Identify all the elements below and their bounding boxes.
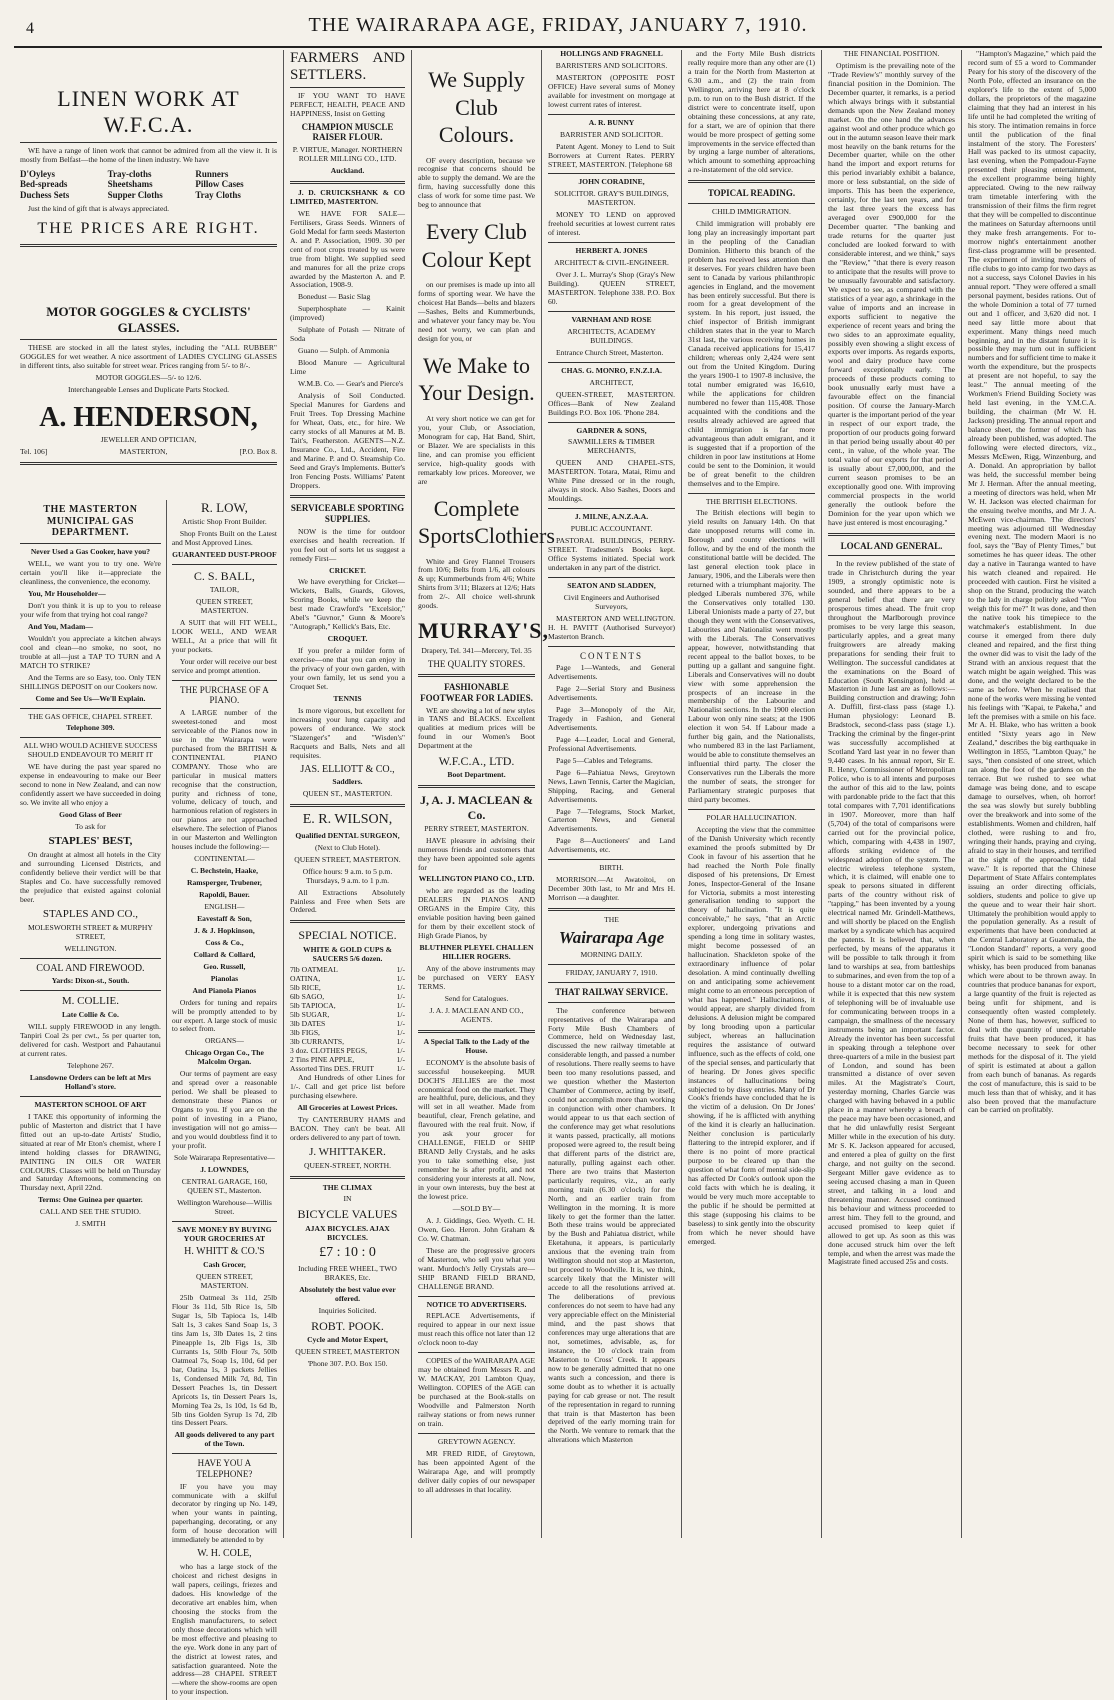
pro-card: GARDNER & SONS, SAWMILLERS & TIMBER MERCHANTS, QUEEN AND CHAPEL-STS, MASTERTON. Totara, Matai, Rimu and White Pine dressed or in the rough, always in stock. Also Sashes, Doors and Mouldings. xyxy=(548,427,675,510)
piano-organs: ORGANS— xyxy=(205,1036,244,1046)
staples-good: Good Glass of Beer xyxy=(59,810,122,820)
linen-footer: Just the kind of gift that is always appreciated. xyxy=(28,203,170,213)
maclean-body: HAVE pleasure in advising their numerous friends and customers that they have been appointed sole agents for xyxy=(418,835,535,872)
paper-the: THE xyxy=(604,915,619,925)
talk-sold: —SOLD BY— xyxy=(452,1203,501,1213)
piano-body3: Our terms of payment are easy and spread over a reasonable period. We shall be pleased to demonstrate these Pianos or Organs to you. If you are on the point of investing in a Piano, investigation will not go amiss—and you would doubtless find it to your profit. xyxy=(171,1069,277,1150)
murray-sub: Drapery, Tel. 341—Mercery, Tel. 35 xyxy=(421,645,532,655)
gas-q3: And You, Madam— xyxy=(28,621,93,631)
leader-title: THAT RAILWAY SERVICE. xyxy=(555,987,668,997)
tel-body: IF you have you may communicate with a skilful decorator by ringing up No. 149, when your wants in painting, paperhanging, decorating, or any form of house decoration will immediately be attended to by xyxy=(171,1481,277,1545)
list-item: Page 6—Pahiatua News, Greytown News, Lawn Tennis, Carter the Magician, Shipping, Racing, and General Advertisements. xyxy=(548,767,675,804)
list-item: 5lb TAPIOCA, 1/- xyxy=(290,1001,405,1011)
list-item: Page 7—Telegrams, Stock Market, Carterton News, and General Advertisements. xyxy=(548,806,675,834)
cruick-body: WE HAVE FOR SALE—Fertilisers, Grass Seeds. Winners of Gold Medal for farm seeds Masterton A. and P. Association, 1909. 30 per cent of root crops treated by us were true from blight. We supplied seed and manures for all the prize crops awarded by the Masterton A. and P. Association, 1908-9. xyxy=(290,208,405,290)
pro-card: J. MILNE, A.N.Z.A.A. PUBLIC ACCOUNTANT. PASTORAL BUILDINGS, PERRY-STREET. Tradesmen's Books kept. Office Systems initiated. Special work undertaken in any part of the district. xyxy=(548,513,675,578)
henderson-name: A. HENDERSON, xyxy=(39,401,258,433)
notice-title: SPECIAL NOTICE. xyxy=(298,928,397,943)
birth-body: MORRISON.—At Awatoitoi, on December 30th last, to Mr and Mrs H. Morrison —a daughter. xyxy=(548,875,675,903)
maclean-body2: who are regarded as the leading DEALERS IN PIANOS AND ORGANS in the Empire City, this enviable position having been gained for them by their excellent stock of High Grade Pianos, by xyxy=(418,886,535,941)
whitt-sub: Cash Grocer, xyxy=(203,1260,246,1270)
list-item: 6lb SAGO, 1/- xyxy=(290,992,405,1002)
henderson-tel: Tel. 106] xyxy=(20,446,48,456)
wilson-note: All Extractions Absolutely Painless and Free when Sets are Ordered. xyxy=(290,887,405,915)
ball-sub: TAILOR, xyxy=(209,585,239,595)
low-body: Shop Fronts Built on the Latest and Most Approved Lines. xyxy=(171,529,277,548)
pook-sub: Cycle and Motor Expert, xyxy=(307,1334,388,1344)
list-item: 5lb SUGAR, 1/- xyxy=(290,1010,405,1020)
elections-title: THE BRITISH ELECTIONS. xyxy=(705,496,798,506)
notice-body2: And Hundreds of other Lines for 1/-. Call and get price list before purchasing elsewhere. xyxy=(290,1072,405,1100)
climax-best: Absolutely the best value ever offered. xyxy=(299,1284,396,1303)
collie-tel: Telephone 267. xyxy=(67,1061,114,1070)
art-sig: J. SMITH xyxy=(75,1219,106,1229)
gas-q1: Never Used a Gas Cooker, have you? xyxy=(30,547,151,557)
contents-title: CONTENTS xyxy=(580,650,643,661)
gas-p3: Wouldn't you appreciate a kitchen always cool and clean—no smoke, no soot, no trouble at all—just a TAP TO TURN and A MATCH TO STRIKE? xyxy=(20,633,161,670)
whitt-delivery: All goods delivered to any part of the Town. xyxy=(174,1430,275,1449)
climax-values: BICYCLE VALUES xyxy=(297,1207,398,1222)
low-tag: Artistic Shop Front Builder. xyxy=(182,517,267,527)
climax-in: IN xyxy=(343,1194,352,1204)
column-4 xyxy=(412,50,555,1538)
gas-tel: Telephone 309. xyxy=(66,723,115,733)
piano-title: THE PURCHASE OF A PIANO. xyxy=(180,684,269,706)
art-terms: Terms: One Guinea per quarter. xyxy=(38,1195,143,1205)
birth-title: BIRTH. xyxy=(599,863,624,873)
list-item: 2 Tins PINE APPLE, 1/- xyxy=(290,1055,405,1065)
talk-body2: These are the progressive grocers of Masterton, who sell you what you want. Murdoch's Jelly Crystals are—SHIP BRAND FIELD BRAND, CHALLENGE BRAND. xyxy=(418,1245,535,1291)
complete-heading: Complete SportsClothiers xyxy=(418,495,555,549)
goggles-lenses: Interchangeable Lenses and Duplicate Parts Stocked. xyxy=(67,384,230,394)
ball-name: C. S. BALL, xyxy=(193,568,255,583)
maclean-co: WELLINGTON PIANO CO., LTD. xyxy=(418,874,535,884)
pro-card: SEATON AND SLADDEN, Civil Engineers and Authorised Surveyors, MASTERTON AND WELLINGTON. H. H. PAVITT (Authorised Surveyor) Masterton Branch. xyxy=(548,582,675,647)
polar-title: POLAR HALLUCINATION. xyxy=(706,812,797,822)
whittaker-addr: QUEEN-STREET, NORTH. xyxy=(304,1160,391,1170)
collie-body: WILL supply FIREWOOD in any length. Tanpiri Coal 2s per cwt., 5s per quarter ton, delivered for cash. Westport and Pahautanui at current rates. xyxy=(20,1022,161,1059)
foot-title: FASHIONABLE FOOTWEAR FOR LADIES. xyxy=(420,682,533,703)
list-item: 7lb OATMEAL 1/- xyxy=(290,965,405,975)
gas-q4: Come and See Us—We'll Explain. xyxy=(35,693,146,703)
goggles-body: THESE are stocked in all the latest styles, including the "ALL RUBBER" GOGGLES for wet weather. A nice assortment of LADIES CYCLING GLASSES in different tints, also suitable for street wear. Prices ranging from 5/- to 8/-. xyxy=(20,343,277,371)
wilson-addr: QUEEN STREET, MASTERTON. xyxy=(294,854,401,864)
talk-title: A Special Talk to the Lady of the House. xyxy=(423,1036,530,1055)
grey-body: MR FRED RIDE, of Greytown, has been appointed Agent of the Wairarapa Age, and will promptly deliver daily copies of our newspaper to all addresses in that locality. xyxy=(418,1448,535,1494)
list-item: Page 3—Monopoly of the Air, Tragedy in Fashion, and General Advertisements. xyxy=(548,704,675,732)
page-number: 4 xyxy=(26,20,34,37)
column-8 xyxy=(962,50,1102,1538)
column-7 xyxy=(822,50,962,1538)
talk-sellers: A. J. Giddings, Geo. Wyeth. C. H. Owen, Geo. Heron. John Graham & Co. W. Chatman. xyxy=(418,1215,535,1243)
piano-english: ENGLISH— xyxy=(204,901,245,911)
notice-body: WHITE & GOLD CUPS & SAUCERS 5/6 dozen. xyxy=(302,944,393,963)
linen-title: LINEN WORK AT W.F.C.A. xyxy=(57,86,240,137)
masthead xyxy=(14,12,1102,48)
linen-prices: THE PRICES ARE RIGHT. xyxy=(37,219,260,237)
gas-p2: Don't you think it is up to you to release your wife from that trying hot coal range? xyxy=(20,600,161,619)
climax-title: THE CLIMAX xyxy=(322,1182,373,1192)
staples-addr: MOLESWORTH STREET & MURPHY STREET, xyxy=(27,922,153,941)
list-item: Page 2—Serial Story and Business Advertisements. xyxy=(548,684,675,703)
ball-addr: QUEEN STREET, MASTERTON. xyxy=(196,597,253,616)
pro-card: HOLLINGS AND FRAGNELL BARRISTERS AND SOLICITORS. MASTERTON (OPPOSITE POST OFFICE) Have several sums of Money available for investment on mortgage at lowest current rates of interest. xyxy=(548,50,675,115)
gas-office: THE GAS OFFICE, CHAPEL STREET. xyxy=(28,711,153,721)
linen-items: D'Oyleys Tray-cloths Runners Bed-spreads Sheetshams Pillow Cases Duchess Sets Supper Cloths Tray Cloths xyxy=(20,168,244,201)
column-5 xyxy=(542,50,682,1538)
collie-sub: Late Collie & Co. xyxy=(61,1010,119,1020)
staples-ask: To ask for xyxy=(75,822,106,832)
notice-body3: Try CANTERBURY HAMS and BACON. They can't be beat. All orders delivered to any part of town. xyxy=(290,1114,405,1142)
design-heading: We Make to Your Design. xyxy=(418,352,535,406)
farmers-town: Auckland. xyxy=(330,165,365,175)
local-title: LOCAL AND GENERAL. xyxy=(840,540,943,551)
elliott-name: JAS. ELLIOTT & CO., xyxy=(300,763,395,775)
child-title: CHILD IMMIGRATION. xyxy=(712,206,791,216)
whitt-name: H. WHITT & CO.'S xyxy=(184,1246,265,1258)
club-colours-heading: We Supply Club Colours. xyxy=(428,67,525,147)
low-name: R. LOW, xyxy=(201,499,248,515)
sport-cricket-body: We have everything for Cricket—Wickets, Balls, Guards, Gloves, Scoring Books, while we keep the best made Crawford's "Excelsior," Abel's "Guvnor," Gunn & Moore's "Autograph," Kellick's Bats, Etc. xyxy=(290,577,405,632)
gas-q2: You, Mr Householder— xyxy=(28,589,106,599)
child-body: Child immigration will probably ere long play an increasingly important part in the peopling of the Canadian Dominion. Hitherto this branch of the problem has received less attention than it deserves. For years children have been sent to Canada by various philanthropic agencies in England, and the movement has been entirely successful. But there is room for a great development of the system. In his report, just issued, the chief inspector of British immigrant children states that in the year to March 31st last, the various receiving homes in Canada received applications for 15,417 children; whereas only 2,424 were sent out from the United Kingdom. During the years 1900-1 to 1907-8 inclusive, the total number emigrated was 16,610, while the applications for children numbered no fewer than 115,408. Those acquainted with the conditions and the results already achieved are agreed that child immigration is far more advantageous than adult emigrant, and it is suggested that if a proportion of the children in poor law institutions at Home could be sent to the Dominion, it would be of great benefit to the children themselves and to the Empire. xyxy=(688,218,815,488)
art-body: I TAKE this opportunity of informing the public of Masterton and district that I have fitted out an up-to-date Artists' Studio, situated at rear of Mr Eton's chemist, where I intend holding classes for DRAWING, PAINTING IN OILS OR WATER COLOURS. Classes will be held on Thursday and Saturday Afternoons, commencing on Thursday next, April 22nd. xyxy=(20,1111,161,1193)
club-body2: on our premises is made up into all forms of sporting wear. We have the choicest Hat Bands—belts and blazers—Sashes, Belts and Kummerbunds, and whatever your fancy may be. You need not worry, we can plan and design for you, or xyxy=(418,280,535,343)
murray-tag: THE QUALITY STORES. xyxy=(427,658,526,669)
staples-body: WE have during the past year spared no expense in endeavouring to make our Beer second to none in New Zealand, and can now confidently assert we have succeeded in doing so. We invite all who enjoy a xyxy=(20,762,161,808)
notice-prices: All Groceries at Lowest Prices. xyxy=(297,1102,398,1112)
list-item: Page 8—Auctioneers' and Land Advertisements, etc. xyxy=(548,836,675,855)
murray-name: MURRAY'S, xyxy=(418,618,550,644)
piano-organ-makers: Chicago Organ Co., The Malcolm Organ. xyxy=(184,1048,264,1067)
leader-body: The conference between representatives of the Wairarapa and Forty Mile Bush Chambers of Commerce, held on Wednesday last, discussed the new railway timetable at considerable length, and passed a number of resolutions. There really seems to have been too many resolutions passed, and we question whether the Masterton Chamber of Commerce, acting by itself, could not accomplish more than working in conjunction with other chambers. It would appear to us that each section of the conference may get what resolutions it wants passed, practically, all motions proposed were agreed to, the result being that different parts of the district are, naturally, pulling against each other. There are two trains that Masterton particularly requires, viz., an early morning train (6.30 o'clock) for the North, and an earlier train from Wellington in the morning. It is more likely to get the former than the latter. Both these trains would be appreciated by the Bush and Pahiatua district, while Eketahuna, it appears, is particularly anxious that the evening train from Wellington should not stop at Masterton, but proceed to Woodville. It is, we think, scarcely likely that the Minister will accede to all the resolutions arrived at. The deliberations of previous conferences do not seem to have had any very appreciable effect on the Ministerial mind, and the past shows that conferences may urge alterations that are not, sometimes, advisable, as, for instance, the 10 o'clock train from Masterton to Cross' Creek. It appears now to be generally admitted that no one wants such a concession, and there is some doubt as to whether it is actually paying for cab grease or not. The result of the representation in regard to running that train is that Masterton has been deprived of the early morning train for the North. We venture to remark that the alterations which Masterton xyxy=(548,1005,675,1445)
piano-warehouse: Wellington Warehouse—Willis Street. xyxy=(177,1197,272,1216)
tel-name: W. H. COLE, xyxy=(197,1548,252,1560)
local-body: In the review published of the state of trade in Christchurch during the year 1909, a strongly optimistic note is sounded, and there appears to be a general belief that there are very prosperous times ahead. The fruit crop throughout the Marlborough province promises to be very large this season, particularly apples, and a great many fruitgrowers are already making preparations for sending their fruit to Wellington. The successful candidates at the examinations on the Board of Education (South Kensington), held at Masterton in June last are as follows:—Building construction and drawing; John A. Duffill, first-class pass (stage I.). Human physiology: Leonard B. Bradstock, second-class pass (stage I.). Tracking the criminal by the finger-print was successfully accomplished at Scotland Yard last year in no fewer than 9,440 cases. In his annual report, Sir E. R. Henry, Commissioner of Metropolitan Police, who is to all intents and purposes the author of this aid to the law, points with pardonable pride to the fact that this total compares with 7,701 identifications in 1907. Moreover, more than half (5,704) of the total of comparisons were carried out for the provincial police, which, comparing with 4,438 in 1907, affords striking evidence of the widespread adoption of the system. The electric wireless telephone system, which, it is claimed, will enable one to speak to persons situated in different parts of the country without risk of "tapping," has been invented by a young electrical named Mr. Grindell-Matthews, and will shortly be placed on the English market by a syndicate which has acquired the patents. It is believed that, when perfected, by means of the apparatus it will be possible to talk through it from land to warships at sea, from battleships to submarines, and even from the top of a house to a distant motor car on the road, while it is expected that this new system of telephoning will be of invaluable use for communicating between troops in a campaign, the smallness of the necessary instruments being an important factor. Already the inventor has been successful in speaking through a telephone over three-quarters of a mile in the busiest part of London, and sound has been transmitted a distance of over seven miles. At the Magistrate's Court, yesterday morning, Charles Garcie was charged with having behaved in a public place in a manner whereby a breach of the peace may have been occasioned, and that he did unlawfully resist Sergeant Miller while in the execution of his duty. Mr S. K. Jackson appeared for accused, and entered a plea of guilty on the first charge, and not guilty on the second. Sergeant Miller gave evidence as to seeing accused chasing a man in Queen street, and talking in a loud and threatening manner. Accused continued his behaviour and witness proceeded to arrest him. They fell to the ground, and accused promised to keep quiet if allowed to get up. As soon as this was done accused struck him over the left temple, and when the arrest was made the Magistrate fined accused 25s and costs. xyxy=(828,559,955,1267)
topical-title: TOPICAL READING. xyxy=(707,188,796,199)
pro-card: JOHN CORADINE, SOLICITOR. GRAY'S BUILDINGS, MASTERTON. MONEY TO LEND on approved freehold securities at lowest current rates of interest. xyxy=(548,178,675,243)
list-item: 3 doz. CLOTHES PEGS, 1/- xyxy=(290,1046,405,1056)
talk-body: ECONOMY is the absolute basis of successful housekeeping. MUR DOCH'S JELLIES are the most economical food on the market. They are healthful, pure, delicious, and they will set in all weather. Made from beautiful, clear, French gelatine, and flavoured with the real fruit. Now, if you ask your grocer for CHALLENGE, FIELD or SHIP BRAND Jelly Crystals, and he asks you to take something else, just remember he is after profit, and not considering your interests at all. Now, in your own interests, buy the best at the lowest price. xyxy=(418,1057,535,1201)
list-item: Page 1—Wanteds, and General Advertisements. xyxy=(548,663,675,682)
staples-town: WELLINGTON. xyxy=(64,943,117,953)
ball-order: Your order will receive our best service and prompt attention. xyxy=(171,656,277,675)
staples-head: ALL WHO WOULD ACHIEVE SUCCESS SHOULD ENDEAVOUR TO MERIT IT xyxy=(23,741,158,760)
ball-body: A SUIT that will FIT WELL, LOOK WELL, AND WEAR WELL, At a price that will fit your pockets. xyxy=(171,617,277,654)
pro-card: HERBERT A. JONES ARCHITECT & CIVIL-ENGINEER. Over J. L. Murray's Shop (Gray's New Building). QUEEN STREET, MASTERTON. Telephone 338. P.O. Box 60. xyxy=(548,247,675,312)
pook-name: ROBT. POOK. xyxy=(311,1318,384,1333)
henderson-sub: JEWELLER AND OPTICIAN, xyxy=(100,434,197,444)
coal-title: COAL AND FIREWOOD. xyxy=(36,962,145,974)
whitt-title: SAVE MONEY BY BUYING YOUR GROCERIES AT xyxy=(177,1224,272,1243)
copies-body: COPIES of the WAIRARAPA AGE may be obtained from Messrs R. and W. MACKAY, 201 Lambton Quay, Wellington. COPIES of the AGE can be purchased at the Book-stalls on Woodville and Palmerston North railway stations or from news runner on train. xyxy=(418,1356,535,1428)
grey-title: GREYTOWN AGENCY. xyxy=(437,1436,516,1446)
polar-body: Accepting the view that the committee of the Danish University which recently examined the proofs submitted by Dr Cook in favour of his assertion that he had reached the North Pole finally disposed of his pretensions, Dr Ernest Jones, Inspector-General of the Insane for Victoria, submits a most interesting generalisation tending to support the theory of hallucination. "It is quite conceivable," he says, "that an Arctic explorer, undergoing privations and spending a long time in solitary wastes, might become possessed of an hallucination. Shackleton spoke of the extraordinary influence of polar desolation. A mind continually dwelling on and anticipating some achievement might come to an erroneous perception of what has happened." Hallucinations, it would appear, are sharply divided from delusions. A delusion might be compared by long brooding upon a particular subject, whereas an hallucination requires the assistance of outward influence, such as the effects of cold, one of the special senses, and particularly that of hearing. Dr Jones gives specific instances of hallucinations being subjected to by dissy entries. Many of Dr Cook's friends have concluded that he is the victim of a delusion. On Dr Jones' showing, if he is afflicted with anything of the kind it is clearly an hallucination. Neither conclusion is particularly flattering to the intrepid explorer, and if there is no point of more practical purpose to be cleared up than the question of what form of mental side-slip has affected Dr Cook's outlook upon the cold facts with which he is dealing, it would be very much more acceptable to the public if he should be permitted at this stage (supposing his claims to be baseless) to sink gently into the obscurity from which he never should have emerged. xyxy=(688,824,815,1246)
coal-yards: Yards: Dixon-st., South. xyxy=(51,976,130,986)
professional-cards xyxy=(548,50,675,647)
sport-croquet-body: If you prefer a milder form of exercise—one that you can enjoy in the privacy of your own garden, with your own family, let us send you a Croquet Set. xyxy=(290,646,405,691)
paper-sub: MORNING DAILY. xyxy=(580,950,643,960)
fin-body: Optimism is the prevailing note of the "Trade Review's" monthly survey of the financial position in the Dominion. The December quarter, it remarks, is a period which always brings with it substantial demands upon the New Zealand money market. On the one hand the advances against wool and other produce which go out in the autumn season leave their mark most heavily on the bank returns for the December quarter, while on the other hand the import and export returns for this period invariably exhibit a balance, more or less substantial, on the side of imports. This has been the experience, certainly, for the last ten years, and for the last three years the excess has averaged over £900,000 for the December quarter. "The banking and trade returns for the quarter just concluded are looked forward to with considerable interest, and we think," says the "Review," "that there is every reason to anticipate that the results will prove to be unusually favourable and satisfactory. We expect to see, as compared with the statistics of a year ago, a shrinkage in the value of imports and an increase in exports sufficient to negative the experience of recent years and bring the two sides to an approximate equality, possibly even showing a slight excess of exports over imports. As regards exports, wool and dairy produce have come forward exceptionally early. The proceeds of these products coming to book unusually early must have a favourable effect on the financial position. Of course the January-March quarter is the important period of the year in respect of our export trade, the proportion of our products going forward in that period being usually about 40 per cent., in value, of the whole year. The total value of our exports for that period is usually about £7,000,000, and the current season promises to be an exceptionally good one. With improving commercial prospects in the world generally the outlook before the Dominion for the year upon which we have just entered is most encouraging." xyxy=(828,60,955,527)
wilson-sub: Qualified DENTAL SURGEON, xyxy=(295,830,400,840)
pook-addr: QUEEN STREET, MASTERTON xyxy=(295,1346,400,1356)
low-guarantee: GUARANTEED DUST-PROOF xyxy=(172,550,277,560)
piano-body2: Orders for tuning and repairs will be promptly attended to by our expert. A large stock of music to select from. xyxy=(171,997,277,1034)
sport-tennis: TENNIS xyxy=(333,693,362,703)
fin-title: THE FINANCIAL POSITION. xyxy=(843,49,940,58)
henderson-box: [P.O. Box 8. xyxy=(239,446,277,456)
maclean-name: J, A. J. MACLEAN & Co. xyxy=(420,793,533,822)
sport-tennis-body: Is more vigorous, but excellent for increasing your lung capacity and powers of endurance. We stock "Slazenger's" and "Wisden's" Racquets and Balls, Nets and all requisites. xyxy=(290,705,405,760)
sport-title: SERVICEABLE SPORTING SUPPLIES. xyxy=(290,503,405,525)
column-3: FARMERS AND SETTLERS. IF YOU WANT TO HAVE PERFECT, HEALTH, PEACE AND HAPPINESS, Insist on Getting CHAMPION MUSCLE RAISER FLOUR. P. VIRTUE, Manager. NORTHERN ROLLER MILLING CO., LTD. Auckland. J. D. CRUICKSHANK & CO LIMITED, MASTERTON. WE HAVE FOR SALE—Fertilisers, Grass Seeds. Winners of Gold Medal for farm seeds Masterton A. and P. Association, 1909. 30 per cent of root crops treated by us were true from blight. We supplied seed and manures for all the prize crops awarded by the Masterton A. and P. Association, 1908-9. Bonedust — Basic Slag Superphosphate — Kainit (improved) Sulphate of Potash — Nitrate of Soda Guano — Sulph. of Ammonia Blood Manure — Agricultural Lime W.M.B. Co. — Gear's and Pierce's Analysis of Soil Conducted. Special Manures for Gardens and Fruit Trees. Top Dressing Machine for Wheat, Oats, etc., for hire. We carry stocks of all Manures at M. B. Tait's, Featherston. AGENTS—N.Z. Insurance Co., Ltd., Accident, Fire and Marine. P. and O. Steamship Co. Seed and Gray's Implements. Butter's Iron Fencing Posts. Williams' Patent Droppers. SERVICEABLE SPORTING SUPPLIES. NOW is the time for outdoor exercises and health recreation. If you feel out of sorts let us suggest a remedy First— CRICKET. We have everything for Cricket—Wickets, Balls, Guards, Gloves, Scoring Books, while we keep the best made Crawford's "Excelsior," Abel's "Guvnor," Gunn & Moore's "Autograph," Kellick's Bats, Etc. CROQUET. If you prefer a milder form of exercise—one that you can enjoy in the privacy of your own garden, with your own family, let us send you a Croquet Set. TENNIS Is more vigorous, but excellent for increasing your lung capacity and powers of endurance. We stock "Slazenger's" and "Wisden's" Racquets and Balls, Nets and all requisites. JAS. ELLIOTT & CO., Saddlers. QUEEN ST., MASTERTON. E. R. WILSON, Qualified DENTAL SURGEON, (Next to Club Hotel). QUEEN STREET, MASTERTON. Office hours: 9 a.m. to 5 p.m. Thursdays, 9 a.m. to 1 p.m. All Extractions Absolutely Painless and Free when Sets are Ordered. SPECIAL NOTICE. WHITE & GOLD CUPS & SAUCERS 5/6 dozen. 7lb OATMEAL 1/- OATINA, 1/- 5lb RICE, 1/- 6lb SAGO, 1/- 5lb TAPIOCA, 1/- 5lb SUGAR, 1/- 3lb DATES 1/- 3lb FIGS, 1/- 3lb CURRANTS, 1/- 3 doz. CLOTHES PEGS, 1/- 2 Tins PINE APPLE, 1/- Assorted Tins DES. FRUIT 1/- And Hundreds of other Lines for 1/-. Call and get price list before purchasing elsewhere. All Groceries at Lowest Prices. Try CANTERBURY HAMS and BACON. They can't be beat. All orders delivered to any part of town. J. WHITTAKER. QUEEN-STREET, NORTH. THE CLIMAX IN BICYCLE VALUES AJAX BICYCLES. AJAX BICYCLES. £7 : 10 : 0 Including FREE WHEEL, TWO BRAKES, Etc. Absolutely the best value ever offered. Inquiries Solicited. ROBT. POOK. Cycle and Motor Expert, QUEEN STREET, MASTERTON 'Phone 307. P.O. Box 150. xyxy=(284,50,412,1538)
climax-price: £7 : 10 : 0 xyxy=(319,1245,376,1261)
whitt-body: 25lb Oatmeal 3s 11d, 25lb Flour 3s 11d, 5lb Rice 1s, 5lb Sugar 1s, 5lb Tapioca 1s, 14lb Salt 1s, 3 cakes Sand Soap 1s, 3 tins Jam 1s, 3lb Dates 1s, 2 tins Pineapple 1s, 2lb Figs 1s, 3lb Currants 1s, 50lb Flour 7s, 50lb Oatmeal 7s, Soap 1s, 10d, 6d per bar, Oatina 1s, 3 packets Jellies 1s, Condensed Milk 7d, 8d, Tin Dessert Peaches 1s, tin Dessert Apricots 1s, tin Dessert Pears 1s, Morning Tea 2s, 1s 10d, 1s 6d lb, 5lb tins Golden Syrup 1s 7d, 2lb tins Dessert Pears. xyxy=(171,1293,277,1428)
goggles-title: MOTOR GOGGLES & CYCLISTS' GLASSES. xyxy=(46,304,251,335)
gas-p1: WELL, we want you to try one. We're certain you'll like it—appreciate the cleanliness, the convenience, the economy. xyxy=(20,559,161,587)
elliott-addr: QUEEN ST., MASTERTON. xyxy=(302,789,393,799)
cruick-body2: Analysis of Soil Conducted. Special Manures for Gardens and Fruit Trees. Top Dressing Machine for Wheat, Oats, etc., for hire. We carry stocks of all Manures at M. B. Tait's, Featherston. AGENTS—N.Z. Insurance Co., Ltd., Accident, Fire and Marine. P. and O. Steamship Co. Seed and Gray's Implements. Butter's Iron Fencing Posts. Williams' Patent Droppers. xyxy=(290,391,405,490)
tel-body2: who has a large stock of the choicest and richest designs in wall papers, ceilings, friezes and dadoes. His knowledge of the decorative art enables him, when choosing the stocks from the English manufacturers, to select only those decorations which will be most effective and pleasing to the eye. Work done in any part of the district at lowest rates, and satisfaction guaranteed. Note the address—28 CHAPEL STREET—where the show-rooms are open to your inspection. xyxy=(171,1562,277,1697)
club-body: OF every description, because we recognise that concerns should be able to supply the demand. We are the firm, having successfully done this class of work for some time past. We beg to announce that xyxy=(418,155,535,210)
column-6 xyxy=(682,50,822,1538)
wilson-name: E. R. WILSON, xyxy=(302,812,393,828)
list-item: Assorted Tins DES. FRUIT 1/- xyxy=(290,1063,405,1073)
pro-card: VARNHAM AND ROSE ARCHITECTS, ACADEMY BUILDINGS. Entrance Church Street, Masterton. xyxy=(548,316,675,363)
piano-rep: Sole Wairarapa Representative— xyxy=(173,1152,275,1162)
design-body: At very short notice we can get for you, your Club, or Association, Monogram for cap, Hat Band, Shirt, or Blazer. We are specialists in this line, and can promise you efficient service, high-quality goods with remarkably low prices. Moreover, we are xyxy=(418,413,535,486)
wilson-hours: Office hours: 9 a.m. to 5 p.m. Thursdays, 9 a.m. to 1 p.m. xyxy=(302,866,393,885)
maclean-agents: J. A. J. MACLEAN AND CO., AGENTS. xyxy=(429,1005,524,1024)
paper-date: FRIDAY, JANUARY 7, 1910. xyxy=(565,968,658,978)
newspaper-title: THE WAIRARAPA AGE, FRIDAY, JANUARY 7, 1910. xyxy=(308,14,808,36)
tel-title: HAVE YOU A TELEPHONE? xyxy=(196,1458,253,1479)
piano-continental: CONTINENTAL— xyxy=(194,854,255,864)
gas-title: THE MASTERTON MUNICIPAL GAS DEPARTMENT. xyxy=(43,503,138,539)
list-item: 5lb RICE, 1/- xyxy=(290,983,405,993)
piano-garage: CENTRAL GARAGE, 160, QUEEN ST., Masterton. xyxy=(181,1176,268,1195)
maclean-body3: Any of the above instruments may be purchased on VERY EASY TERMS. xyxy=(418,964,535,991)
paper-name: Wairarapa Age xyxy=(558,928,665,948)
wilson-near: (Next to Club Hotel). xyxy=(315,842,380,852)
elliott-sub: Saddlers. xyxy=(332,777,363,787)
col6-body1: and the Forty Mile Bush districts really require more than any other are (1) a train for the North from Masterton at 6.30 a.m., and (2) the train from Wellington, arriving here at 8 o'clock p.m. to run on to the Bush district. If the district were to concentrate itself, upon obtaining these concessions, at any rate, for a start, we are of opinion that there would be more prospect of getting some improvements in the service effected than by urging a large number of alterations, which amount to something approaching a re-instatement of the old service. xyxy=(688,49,816,175)
list-item: 3lb FIGS, 1/- xyxy=(290,1028,405,1038)
notice-price-list xyxy=(290,966,405,1073)
col8-body: "Hampton's Magazine," which paid the record sum of £5 a word to Commander Peary for his story of the discovery of the North Pole, effected an insurance on the explorer's life to the extent of 5,000 dollars, the proprietors of the magazine claiming that they had an interest in his life until he had completed the writing of his story. The intimation remains in force until the publication of the final instalment of the story. The Foresters' Hall was packed to its utmost capacity, last evening, when the Pompadour-Fayne presented their pleasing entertainment, the excellent programme being highly appreciated. Owing to the new railway tram timetable interfering with the transmission of their films the firm regret that they will be compelled to discontinue the matinees on Saturday afternoons until they make fresh arrangements. For to-morrow night's entertainment another first-class programme will be presented. The experiment of inviting members of rifle clubs to go into camp for two days as not a success, says Colonel Davies in his annual report. "They were offered a small personal payment, besides rations. Out of the whole Dominion a total of 77 turned out and 1 officer, and 3,620 did not. I need say little more about that experiment. Many things need much beginning, and in the distant future it is possible they may turn out in sufficient numbers and for sufficient time to make it worth the expenditure, but the prospects at present are not hopeful, to say the least." The annual meeting of the Workmen's Friend Building Society was held last evening, in the Y.M.C.A. building, the chairman (Mr W. H. Jackson) presiding. The annual report and balance sheet, the former of which has already been published, was adopted. The following were elected directors, viz., Messrs McEwen, Rigg, Winzenburg, and A. Donald. An appropriation by ballot was held, the successful member being Mr J. Herman. After the annual meeting, a meeting of directors was held, when Mr W. H. Jackson was elected chairman for the ensuing twelve months, and Mr J. A. McEwen vice-chairman. The directors' meeting was adjourned till Wednesday evening next. The modern Maori is no fool, says the "Bay of Plenty Times," but sometimes he has queer ideas. The other day a native in Tauranga wanted to have his watch cleaned and repaired. He proceeded with caution. First he visited a shop on the Strand, producing the watch to the lady in charge politely asked "You weigh this for me?" It was done, and then the native took his timepiece to the watchmaker's establishment. In due course it emerged from there duly cleaned and repaired, and the first thing the owner did was to visit the lady of the Strand with an anxious request that the watch might be again weighed. This was done, and the weight declared to be the same as before. When he realised that none of the works were missing he vented his feelings with "Kapai, te Pakeha," and left the premises with a smile on his face. Mr A. H. Blake, who has written a book entitled "Sixty years ago in New Zealand," describes the big earthquake in Wellington in 1855, "Lambton Quay," he says, "then consisted of one street, which ran along the foot of the gardens on the terrace. But we rushed to see what damage was being done, and to escape damage to ourselves, when, oh horror! the sea was slowly but surely bubbling over the breakwork and into some of the establishments. Women and children, half clothed, were rushing to and fro, wringing their hands, praying and crying, afraid to stay in their houses, and terrified at the sight of the approaching tidal wave." It is reported that the Chinese Department of State Affairs contemplates issuing an order directing officials, soldiers, students and police to give up the queue and to wear their hair short. Ultimately the prohibition would apply to the population generally. As a result of experiments that have been conducted at the Central Laboratory at Guatemala, the "London Standard" reports, a very good spirit which is said to be something like whisky, has been produced from bananas which were about to be thrown away. In countries that produce bananas for export, a large quantity of the fruit is rejected as being unfit for shipment, and is consequently often wasted completely. None of them has, however, sufficed to deal with the quantity of unexportable fruits that have been produced, it has become necessary to seek for other methods for the disposal of it. The yield of spirit is estimated at about a gallon from each bunch of bananas. As regards the cost of manufacture, this is said to be much less than that of whisky, and it has also been proved that the manufacture can be carried on profitably. xyxy=(968,49,1097,1115)
climax-incl: Including FREE WHEEL, TWO BRAKES, Etc. xyxy=(298,1264,397,1282)
art-call: CALL AND SEE THE STUDIO. xyxy=(39,1207,141,1217)
henderson-town: MASTERTON, xyxy=(119,446,168,456)
foot-dept: Boot Department. xyxy=(447,770,506,780)
whittaker-name: J. WHITTAKER. xyxy=(309,1145,386,1158)
pro-card: CHAS. G. MONRO, F.N.Z.I.A. ARCHITECT, QUEEN-STREET, MASTERTON. Offices—Bank of New Zealand Buildings P.O. Box 106. 'Phone 284. xyxy=(548,367,675,423)
collie-name: M. COLLIE. xyxy=(61,995,119,1008)
pook-phone: 'Phone 307. P.O. Box 150. xyxy=(307,1358,388,1368)
climax-ajax: AJAX BICYCLES. AJAX BICYCLES. xyxy=(305,1223,390,1242)
list-item: 3lb DATES 1/- xyxy=(290,1019,405,1029)
art-title: MASTERTON SCHOOL OF ART xyxy=(34,1099,147,1109)
foot-body: WE are showing a lot of new styles in TANS and BLACKS. Excellent qualities at medium prices will be found in our Women's Boot Department at the xyxy=(418,705,535,751)
gas-p4: And the Terms are so Easy, too. Only TEN SHILLINGS DEPOSIT on our Cookers now. xyxy=(20,672,161,691)
list-item: OATINA, 1/- xyxy=(290,974,405,984)
goggles-motor: MOTOR GOGGLES—5/- to 12/6. xyxy=(95,372,202,382)
farmers-sig: P. VIRTUE, Manager. NORTHERN ROLLER MILLING CO., LTD. xyxy=(292,145,403,164)
farmers-body: IF YOU WANT TO HAVE PERFECT, HEALTH, PEACE AND HAPPINESS, Insist on Getting xyxy=(290,91,405,118)
sport-body: NOW is the time for outdoor exercises and health recreation. If you feel out of sorts let us suggest a remedy First— xyxy=(290,526,405,563)
staples-name: STAPLES AND CO., xyxy=(42,907,138,920)
maclean-addr: PERRY STREET, MASTERTON. xyxy=(424,823,529,833)
adv-title: NOTICE TO ADVERTISERS. xyxy=(426,1299,527,1309)
list-item: Page 4—Leader, Local and General, Professional Advertisements. xyxy=(548,734,675,753)
collie-orders: Lansdowne Orders can be left at Mrs Holland's store. xyxy=(29,1072,151,1091)
climax-inq: Inquiries Solicited. xyxy=(318,1305,377,1315)
maclean-brands: BLUTHNER PLEYEL CHALLEN HILLIER ROGERS. xyxy=(419,943,534,962)
complete-body: White and Grey Flannel Trousers from 10/6; Belts from 1/6, all colours & up; Kummerbunds from 4/6; White Shirts from 3/11; Blazers at 12/6; Hats from 2/-. All choice well-shrunk goods. xyxy=(418,556,535,611)
linen-body: WE have a range of linen work that cannot be admired from all the view it. It is mostly from Belfast—the home of the linen industry. We have xyxy=(20,145,277,164)
staples-best: STAPLES' BEST, xyxy=(48,835,133,847)
farmers-flour: CHAMPION MUSCLE RAISER FLOUR. xyxy=(301,121,394,143)
cruick-name: J. D. CRUICKSHANK & CO LIMITED, MASTERTON. xyxy=(290,187,405,206)
elections-body: The British elections will begin to yield results on January 14th. On that date unopposed returns will come in. Borough and county elections will follow, and by the end of the month the constitutional battle will be decided. The last general election took place in January, 1906, and the Liberals were then returned with a triumphant majority. The pledged Liberals numbered 376, while the Conservatives only totalled 130. Liberal Unionists made a party of 27, but though they went with the Conservatives, Labourites and Nationalist went mostly with the Liberals. The Conservatives appear, however, notwithstanding that recent appeal to the ballot boxes, to be putting up a gallant and sanguine fight. Liberals and Conservatives will no doubt view with some apprehension the prospects of an increase in the membership of the Labourite and Nationalist sections. In the 1900 election Labour won only nine seats; at the 1906 election it won 54. If Labour made a further big gain, and the Nationalists, who numbered 83 in the last Parliament, would be able to constitute themselves an influential third party. The closer the Conservatives run the Liberals the more the number of seats, the stronger for Parliamentary strategic purposes that third party becomes. xyxy=(688,508,815,804)
pro-card: A. R. BUNNY BARRISTER AND SOLICITOR. Patent Agent. Money to Lend to Suit Borrowers at Current Rates. PERRY STREET, MASTERTON. [Telephone 68 xyxy=(548,119,675,175)
adv-body: REPLACE Advertisements, if required to appear in our next issue must reach this office not later than 12 o'clock noon to-day xyxy=(418,1311,535,1348)
list-item: Page 5—Cables and Telegrams. xyxy=(556,755,653,765)
piano-lowndes: J. LOWNDES, xyxy=(200,1164,249,1174)
sport-cricket: CRICKET. xyxy=(329,565,366,575)
whitt-addr: QUEEN STREET, MASTERTON. xyxy=(196,1272,253,1291)
list-item: 3lb CURRANTS, 1/- xyxy=(290,1037,405,1047)
club-kept-heading: Every Club Colour Kept xyxy=(421,219,532,272)
staples-body2: On draught at almost all hotels in the City and surrounding Licensed Districts, and confidently believe their verdict will be that Staples and Co. have successfully removed the prejudice that existed against colonial beer. xyxy=(20,849,161,904)
sport-croquet: CROQUET. xyxy=(327,634,368,644)
foot-store: W.F.C.A., LTD. xyxy=(438,754,515,769)
maclean-cat: Send for Catalogues. xyxy=(444,993,509,1003)
farmers-title: FARMERS AND SETTLERS. xyxy=(290,50,405,83)
column-1: LINEN WORK AT W.F.C.A. WE have a range of linen work that cannot be admired from all the view it. It is mostly from Belfast—the home of the linen industry. We have D'Oyleys Tray-cloths Runners Bed-spreads Sheetshams Pillow Cases Duchess Sets Supper Cloths Tray Cloths Just the kind of gift that is always appreciated. THE PRICES ARE RIGHT. MOTOR GOGGLES & CYCLISTS' GLASSES. THESE are stocked in all the latest styles, including the "ALL RUBBER" GOGGLES for wet weather. A nice assortment of LADIES CYCLING GLASSES in different tints, also suitable for street wear. Prices ranging from 5/- to 8/-. MOTOR GOGGLES—5/- to 12/6. Interchangeable Lenses and Duplicate Parts Stocked. A. HENDERSON, JEWELLER AND OPTICIAN, Tel. 106] MASTERTON, [P.O. Box 8. THE MASTERTON MUNICIPAL GAS DEPARTMENT. Never Used a Gas Cooker, have you? WELL, we want you to try one. We're certain you'll like it—appreciate the cleanliness, the convenience, the economy. You, Mr Householder— Don't you think it is up to you to release your wife from that trying hot coal range? And You, Madam— Wouldn't you appreciate a kitchen always cool and clean—no smoke, no soot, no trouble at all—just a TAP TO TURN and A MATCH TO STRIKE? And the Terms are so Easy, too. Only TEN SHILLINGS DEPOSIT on our Cookers now. Come and See Us—We'll Explain. THE GAS OFFICE, CHAPEL STREET. Telephone 309. ALL WHO WOULD ACHIEVE SUCCESS SHOULD ENDEAVOUR TO MERIT IT WE have during the past year spared no expense in endeavouring to make our Beer second to none in New Zealand, and can now confidently assert we have succeeded in doing so. We invite all who enjoy a Good Glass of Beer To ask for STAPLES' BEST, On draught at almost all hotels in the City and surrounding Licensed Districts, and confidently believe their verdict will be that Staples and Co. have successfully removed the prejudice that existed against colonial beer. STAPLES AND CO., MOLESWORTH STREET & MURPHY STREET, WELLINGTON. COAL AND FIREWOOD. Yards: Dixon-st., South. M. COLLIE. Late Collie & Co. WILL supply FIREWOOD in any length. Tanpiri Coal 2s per cwt., 5s per quarter ton, delivered for cash. Westport and Pahautanui at current rates. Telephone 267. Lansdowne Orders can be left at Mrs Holland's store. MASTERTON SCHOOL OF ART I TAKE this opportunity of informing the public of Masterton and district that I have fitted out an up-to-date Artists' Studio, situated at rear of Mr Eton's chemist, where I intend holding classes for DRAWING, PAINTING IN OILS OR WATER COLOURS. Classes will be held on Thursday and Saturday Afternoons, commencing on Thursday next, April 22nd. Terms: One Guinea per quarter. CALL AND SEE THE STUDIO. J. SMITH R. LOW, Artistic Shop Front Builder. Shop Fronts Built on the Latest and Most Approved Lines. GUARANTEED DUST-PROOF C. S. BALL, TAILOR, QUEEN STREET, MASTERTON. A SUIT that will FIT WELL, LOOK WELL, AND WEAR WELL, At a price that will fit your pockets. Your order will receive our best service and prompt attention. THE PURCHASE OF A PIANO. A LARGE number of the sweetest-toned and most serviceable of the Pianos now in use in the Wairarapa were purchased from the BRITISH & CONTINENTAL PIANO COMPANY. Those who are particular in musical matters recognise that the construction, purity and richness of tone, volume, delicacy of touch, and harmonious relation of registers in our pianos are not approached elsewhere. The selection of Pianos in our Masterton and Wellington houses include the following:— CONTINENTAL— C. Bechstein, Haake, Ramsperger, Trubener, Rapoldi, Bauer. ENGLISH— Eavestaff & Son, J. & J. Hopkinson, Coss & Co., Collard & Collard, Geo. Russell, Pianolas And Pianola Pianos Orders for tuning and repairs will be promptly attended to by our expert. A large stock of music to select from. ORGANS— Chicago Organ Co., The Malcolm Organ. Our terms of payment are easy and spread over a reasonable period. We shall be pleased to demonstrate these Pianos or Organs to you. If you are on the point of investing in a Piano, investigation will not go amiss—and you would doubtless find it to your profit. Sole Wairarapa Representative— J. LOWNDES, CENTRAL GARAGE, 160, QUEEN ST., Masterton. Wellington Warehouse—Willis Street. SAVE MONEY BY BUYING YOUR GROCERIES AT H. WHITT & CO.'S Cash Grocer, QUEEN STREET, MASTERTON. 25lb Oatmeal 3s 11d, 25lb Flour 3s 11d, 5lb Rice 1s, 5lb Sugar 1s, 5lb Tapioca 1s, 14lb Salt 1s, 3 cakes Sand Soap 1s, 3 tins Jam 1s, 3lb Dates 1s, 2 tins Pineapple 1s, 2lb Figs 1s, 3lb Currants 1s, 50lb Flour 7s, 50lb Oatmeal 7s, Soap 1s, 10d, 6d per bar, Oatina 1s, 3 packets Jellies 1s, Condensed Milk 7d, 8d, Tin Dessert Peaches 1s, tin Dessert Apricots 1s, tin Dessert Pears 1s, Morning Tea 2s, 1s 10d, 1s 6d lb, 5lb tins Golden Syrup 1s 7d, 2lb tins Dessert Pears. All goods delivered to any part of the Town. HAVE YOU A TELEPHONE? IF you have you may communicate with a skilful decorator by ringing up No. 149, when your wants in painting, paperhanging, decorating, or any form of house decoration will immediately be attended to by W. H. COLE, who has a large stock of the choicest and richest designs in wall papers, ceilings, friezes and dadoes. His knowledge of the decorative art enables him, when choosing the stocks from the English manufacturers, to select only those decorations which will be most effective and pleasing to the eye. Work done in any part of the district at lowest rates, and satisfaction guaranteed. Note the address—28 CHAPEL STREET—where the show-rooms are open to your inspection. xyxy=(14,50,284,1538)
piano-body: A LARGE number of the sweetest-toned and most serviceable of the Pianos now in use in the Wairarapa were purchased from the BRITISH & CONTINENTAL PIANO COMPANY. Those who are particular in musical matters recognise that the construction, purity and richness of tone, volume, delicacy of touch, and harmonious relation of registers in our pianos are not approached elsewhere. The selection of Pianos in our Masterton and Wellington houses include the following:— xyxy=(171,707,277,852)
